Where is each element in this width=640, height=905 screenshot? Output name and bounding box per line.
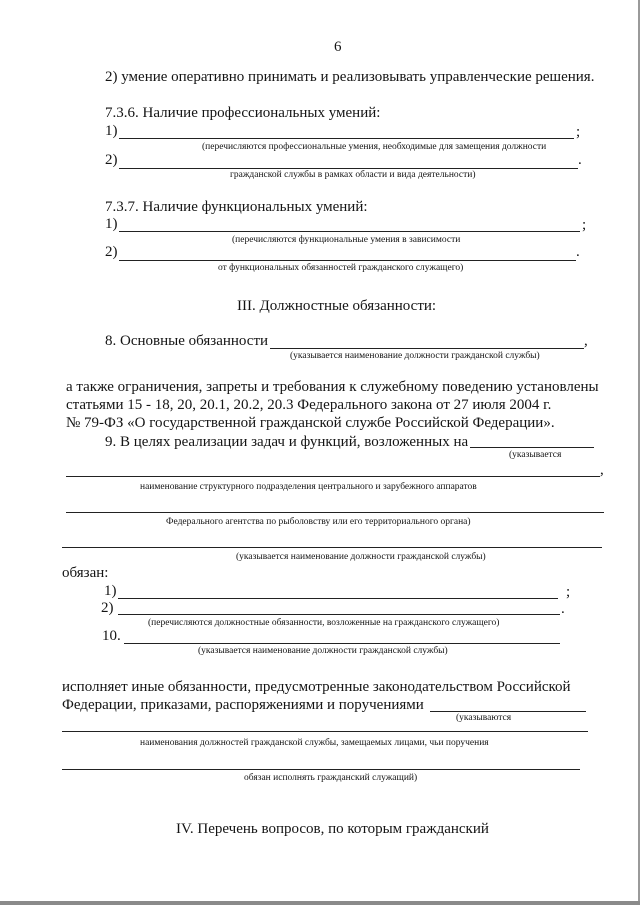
item-number: 1) <box>104 583 117 599</box>
field-hint: обязан исполнять гражданский служащий) <box>244 773 418 783</box>
item-end: ; <box>566 584 571 600</box>
field-hint: (перечисляются профессиональные умения, необходимые для замещения должности <box>202 142 547 152</box>
field-hint: (перечисляются должностные обязанности, возложенные на гражданского служащего) <box>148 618 500 628</box>
item-end: , <box>584 333 588 349</box>
field-hint: (перечисляются функциональные умения в зависимости <box>232 235 461 245</box>
field-hint: от функциональных обязанностей гражданского служащего) <box>218 263 464 273</box>
page-number: 6 <box>334 39 342 55</box>
fill-line <box>62 769 580 770</box>
field-hint: (указывается <box>509 450 562 460</box>
fill-line <box>119 260 576 261</box>
item-number: 1) <box>105 123 118 139</box>
item-number: 2) <box>105 244 118 260</box>
item-end: , <box>600 462 604 478</box>
section-7-3-7-title: 7.3.7. Наличие функциональных умений: <box>105 199 368 215</box>
paragraph-other-line-1: исполняет иные обязанности, предусмотренные законодательством Российской <box>62 679 571 695</box>
field-hint: наименование структурного подразделения центрального и зарубежного аппаратов <box>140 482 477 492</box>
section-3-title: III. Должностные обязанности: <box>237 298 437 314</box>
fill-line <box>270 348 584 349</box>
item-number: 2) <box>101 600 114 616</box>
fill-line <box>62 731 588 732</box>
fill-line <box>62 547 602 548</box>
fill-line <box>118 614 560 615</box>
fill-line <box>66 476 600 477</box>
paragraph-also-line-3: № 79-ФЗ «О государственной гражданской службе Российской Федерации». <box>66 415 555 431</box>
fill-line <box>119 138 574 139</box>
item-number: 1) <box>105 216 118 232</box>
fill-line <box>430 711 586 712</box>
field-hint: (указывается наименование должности гражданской службы) <box>290 351 540 361</box>
section-7-3-6-title: 7.3.6. Наличие профессиональных умений: <box>105 105 381 121</box>
item-end: . <box>561 601 565 617</box>
item-number: 2) <box>105 152 118 168</box>
scan-edge-bottom <box>0 901 640 905</box>
fill-line <box>66 512 604 513</box>
field-hint: гражданской службы в рамках области и вида деятельности) <box>230 170 476 180</box>
item-end: . <box>576 244 580 260</box>
field-hint: Федерального агентства по рыболовству или его территориального органа) <box>166 517 471 527</box>
fill-line <box>119 231 580 232</box>
paragraph-also-line-2: статьями 15 - 18, 20, 20.1, 20.2, 20.3 Федерального закона от 27 июля 2004 г. <box>66 397 552 413</box>
paragraph-upravl: 2) умение оперативно принимать и реализовывать управленческие решения. <box>105 69 595 85</box>
fill-line <box>119 168 578 169</box>
fill-line <box>124 643 560 644</box>
paragraph-8-label: 8. Основные обязанности <box>105 333 269 349</box>
item-end: . <box>578 152 582 168</box>
item-end: ; <box>582 217 587 233</box>
item-end: ; <box>576 124 581 140</box>
section-4-title: IV. Перечень вопросов, по которым гражданский <box>176 821 489 837</box>
field-hint: наименования должностей гражданской службы, замещаемых лицами, чьи поручения <box>140 738 489 748</box>
paragraph-10-label: 10. <box>102 628 121 644</box>
paragraph-other-line-2: Федерации, приказами, распоряжениями и поручениями <box>62 697 424 713</box>
field-hint: (указывается наименование должности гражданской службы) <box>198 646 448 656</box>
paragraph-9-label: 9. В целях реализации задач и функций, возложенных на <box>105 434 469 450</box>
field-hint: (указывается наименование должности гражданской службы) <box>236 552 486 562</box>
paragraph-also-line-1: а также ограничения, запреты и требования к служебному поведению установлены <box>66 379 599 395</box>
fill-line <box>118 598 558 599</box>
obliged-label: обязан: <box>62 565 109 581</box>
field-hint: (указываются <box>456 713 512 723</box>
fill-line <box>470 447 594 448</box>
